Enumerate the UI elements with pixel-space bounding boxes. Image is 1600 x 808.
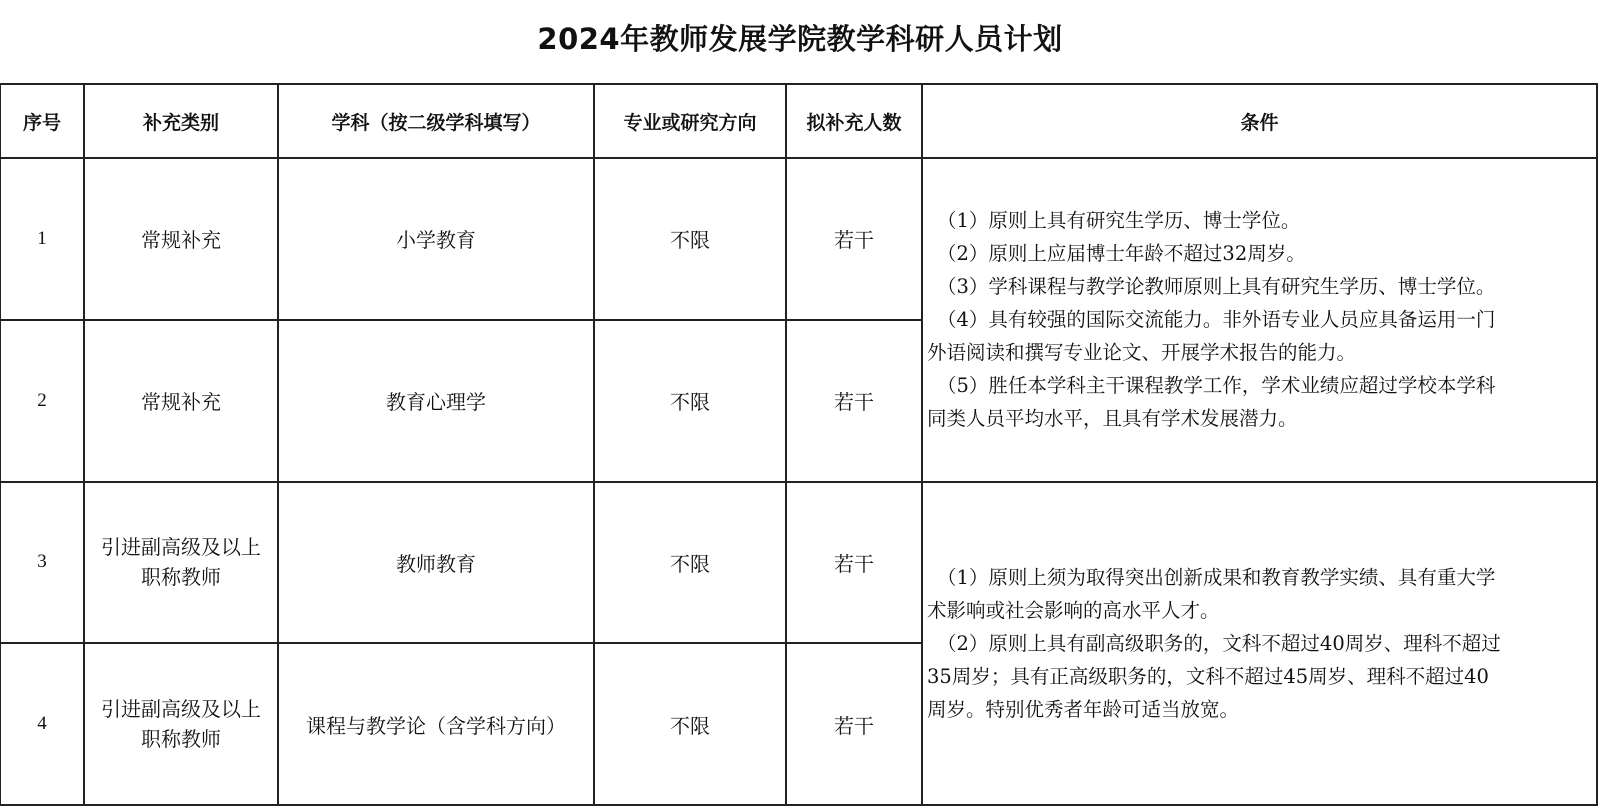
table-header-row	[0, 84, 1597, 158]
condition-line: 外语阅读和撰写专业论文、开展学术报告的能力。	[927, 341, 1357, 365]
condition-line: （2）原则上应届博士年龄不超过32周岁。	[937, 242, 1306, 266]
row-count: 若干	[786, 158, 922, 320]
row-index: 2	[0, 320, 84, 482]
condition-line: 同类人员平均水平，且具有学术发展潜力。	[927, 407, 1298, 431]
condition-line: （5）胜任本学科主干课程教学工作，学术业绩应超过学校本学科	[937, 374, 1496, 398]
row-index: 4	[0, 643, 84, 805]
header-discipline: 学科（按二级学科填写）	[278, 84, 594, 158]
conditions-cell-senior	[922, 482, 1597, 806]
recruitment-plan-table	[0, 83, 1598, 806]
header-category: 补充类别	[84, 84, 278, 158]
header-index: 序号	[0, 84, 84, 158]
condition-line: （2）原则上具有副高级职务的，文科不超过40周岁、理科不超过	[937, 631, 1501, 655]
condition-line: （3）学科课程与教学论教师原则上具有研究生学历、博士学位。	[937, 275, 1496, 299]
row-major: 不限	[594, 158, 786, 320]
row-category-line: 引进副高级及以上	[101, 697, 261, 722]
row-category-line: 引进副高级及以上	[101, 535, 261, 560]
conditions-cell-regular	[922, 158, 1597, 482]
table-row	[0, 482, 1597, 644]
condition-line: 术影响或社会影响的高水平人才。	[927, 598, 1220, 622]
row-discipline: 教师教育	[278, 482, 594, 644]
row-category-line: 职称教师	[141, 565, 221, 590]
row-discipline: 小学教育	[278, 158, 594, 320]
row-category-line: 职称教师	[141, 727, 221, 752]
condition-line: 35周岁；具有正高级职务的，文科不超过45周岁、理科不超过40	[927, 664, 1489, 688]
page-title: 2024年教师发展学院教学科研人员计划	[537, 22, 1063, 56]
row-index: 1	[0, 158, 84, 320]
header-major: 专业或研究方向	[594, 84, 786, 158]
row-category: 常规补充	[84, 158, 278, 320]
row-discipline: 课程与教学论（含学科方向）	[278, 643, 594, 805]
row-discipline: 教育心理学	[278, 320, 594, 482]
row-major: 不限	[594, 320, 786, 482]
condition-line: （4）具有较强的国际交流能力。非外语专业人员应具备运用一门	[937, 308, 1496, 332]
row-category	[84, 482, 278, 644]
header-count: 拟补充人数	[786, 84, 922, 158]
condition-line: （1）原则上具有研究生学历、博士学位。	[937, 209, 1301, 233]
row-count: 若干	[786, 482, 922, 644]
row-major: 不限	[594, 643, 786, 805]
row-category: 常规补充	[84, 320, 278, 482]
header-conditions: 条件	[922, 84, 1597, 158]
table-row	[0, 158, 1597, 320]
row-category	[84, 643, 278, 805]
condition-line: 周岁。特别优秀者年龄可适当放宽。	[927, 697, 1240, 721]
row-index: 3	[0, 482, 84, 644]
row-major: 不限	[594, 482, 786, 644]
condition-line: （1）原则上须为取得突出创新成果和教育教学实绩、具有重大学	[937, 565, 1496, 589]
row-count: 若干	[786, 320, 922, 482]
row-count: 若干	[786, 643, 922, 805]
